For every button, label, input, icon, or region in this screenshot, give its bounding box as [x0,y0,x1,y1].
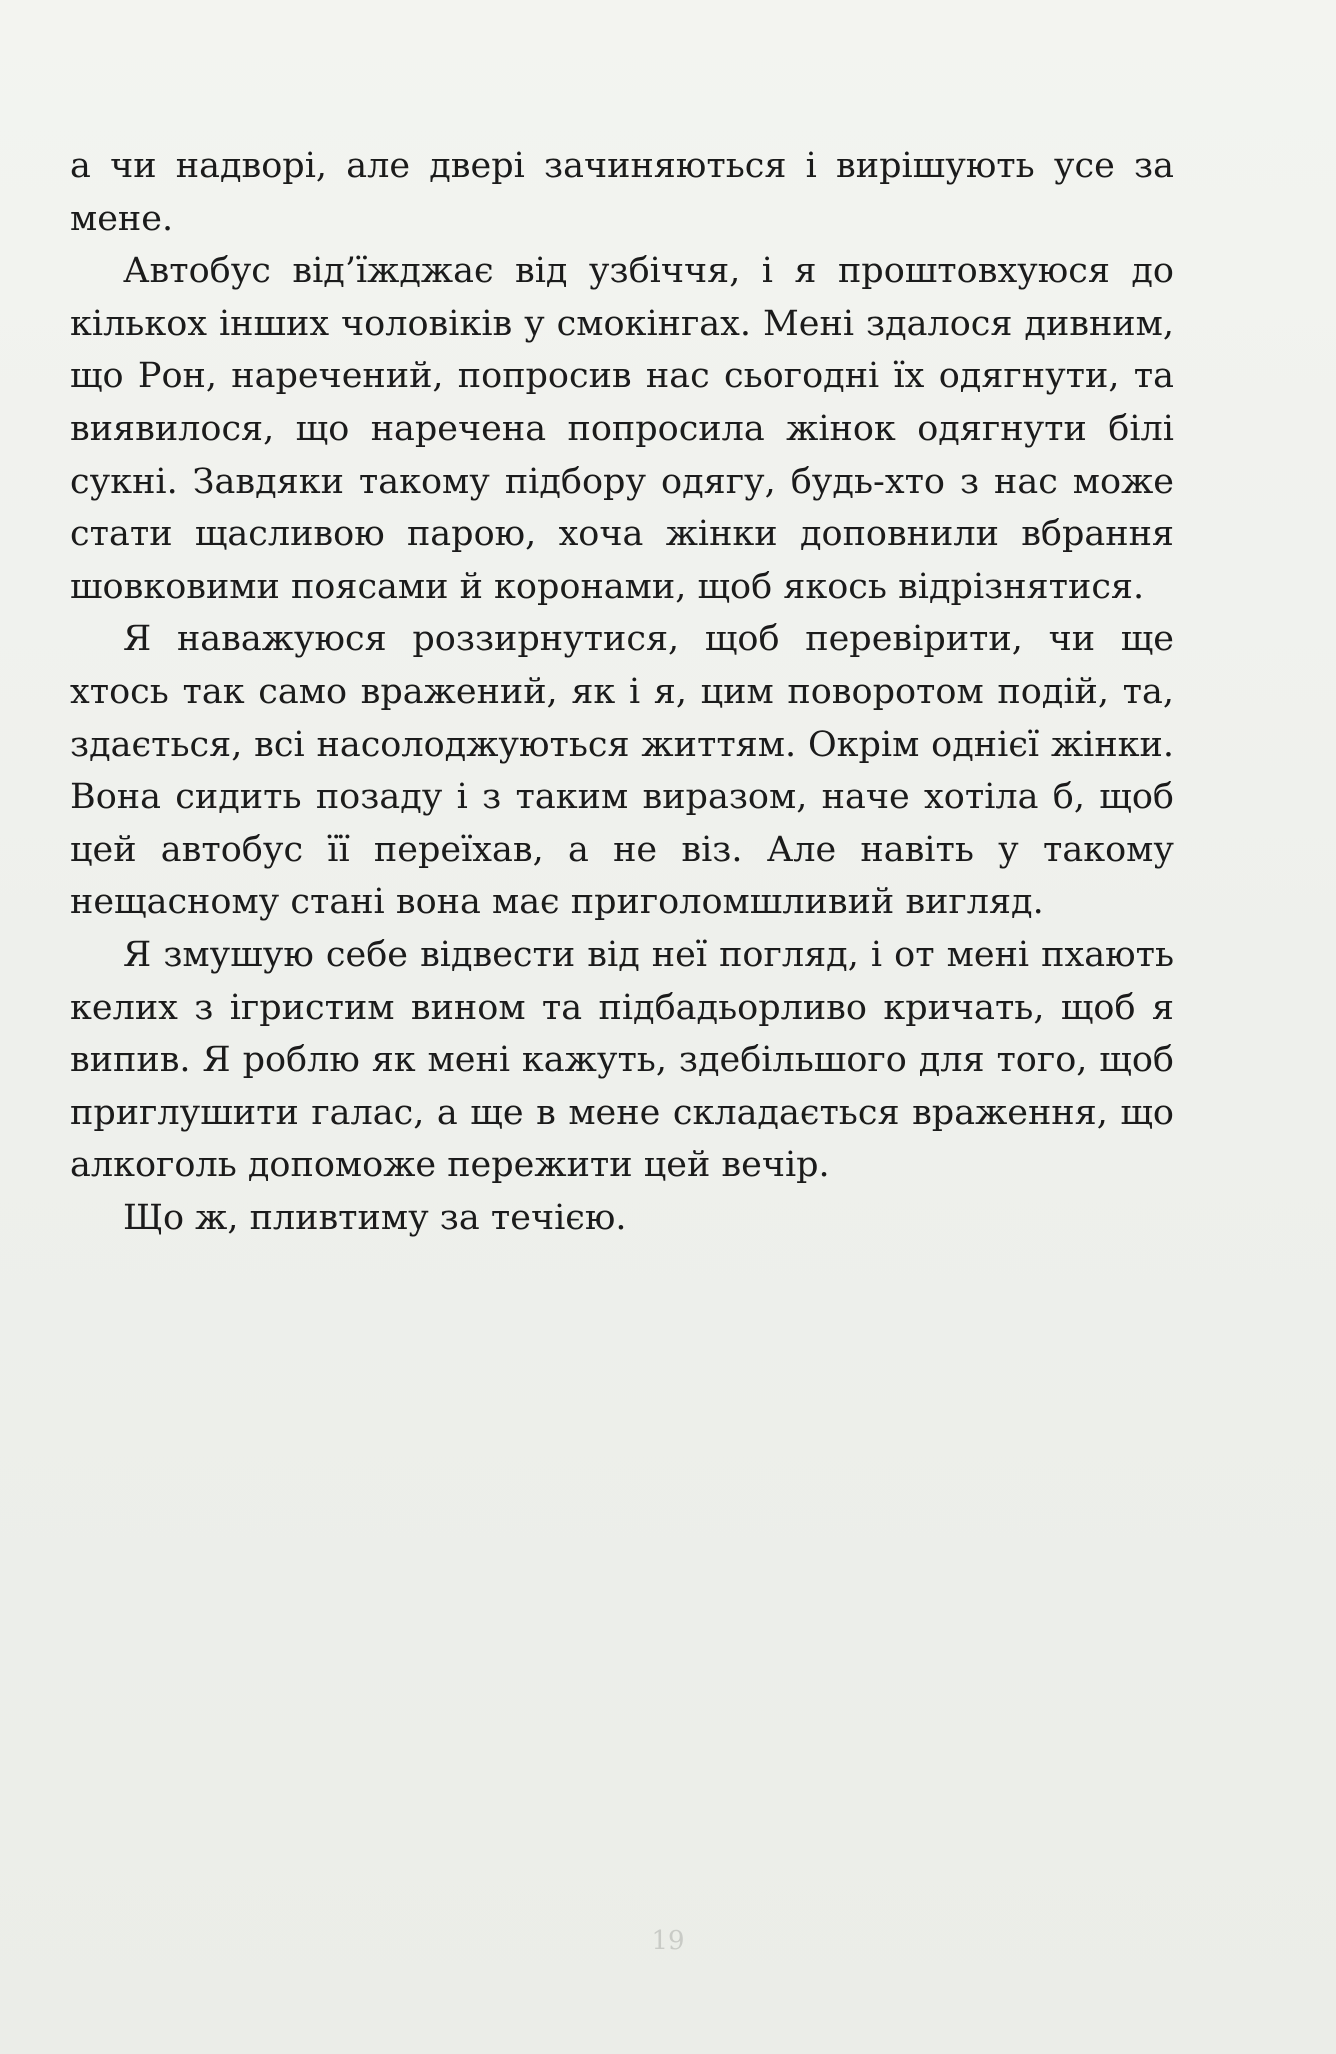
body-text [70,140,1174,1244]
paragraph-5: Що ж, пливтиму за течією. [123,1197,627,1238]
paragraph-2: Автобус від’їжджає від узбіччя, і я проштовхуюся до кількох інших чоловіків у смокінгах. Мені здалося дивним, що Рон, наречений, попросив нас сьогодні їх одягнути, та виявилося, що наречена попросила жінок одягнути білі сукні. Завдяки такому підбору одягу, будь-хто з нас може стати щасливою парою, хоча жінки доповнили вбрання шовковими поясами й коронами, щоб якось відрізнятися. [70,251,1174,607]
page-number: 19 [651,1926,685,1956]
paragraph-4: Я змушую себе відвести від неї погляд, і от мені пхають келих з ігристим вином та підбадьорливо кричать, щоб я випив. Я роблю як мені кажуть, здебільшого для того, щоб приглушити галас, а ще в мене складається враження, що алкоголь допоможе пережити цей вечір. [70,934,1174,1186]
paragraph-1: а чи надворі, але двері зачиняються і вирішують усе за мене. [70,146,1174,239]
paragraph-3: Я наважуюся роззирнутися, щоб перевірити, чи ще хтось так само вражений, як і я, цим поворотом подій, та, здається, всі насолоджуються життям. Окрім однієї жінки. Вона сидить позаду і з таким виразом, наче хотіла б, щоб цей автобус її переїхав, а не віз. Але навіть у такому нещасному стані вона має приголомшливий вигляд. [70,619,1174,923]
